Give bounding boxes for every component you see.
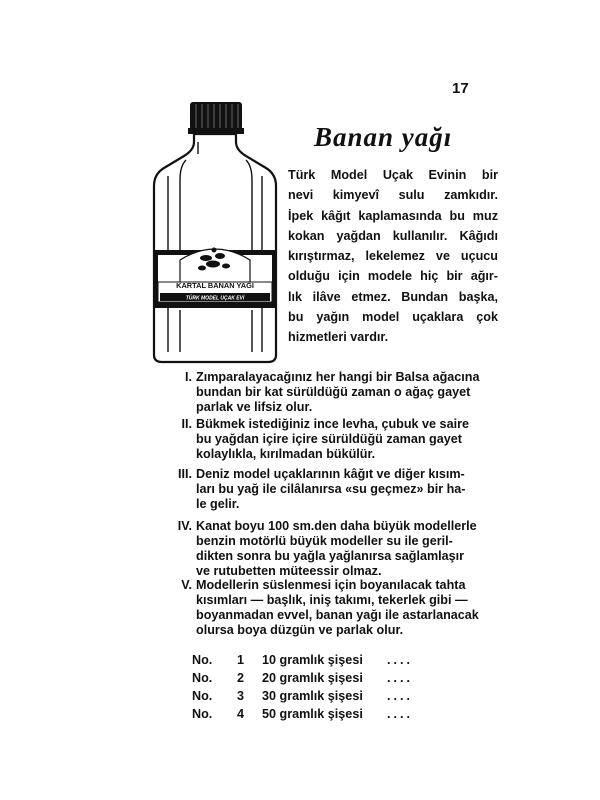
- list-item-number: II.: [181, 417, 192, 431]
- list-item-text: [196, 467, 492, 512]
- size-no-label: No.: [192, 671, 213, 685]
- size-number: 4: [237, 707, 245, 721]
- bottle-illustration: [150, 100, 280, 365]
- size-no-label: No.: [192, 689, 213, 703]
- list-item-number: III.: [178, 467, 192, 481]
- size-number: 1: [237, 653, 245, 667]
- page-number: 17: [452, 80, 469, 97]
- intro-line: olduğu için modele hiç bir ağır-: [288, 269, 498, 284]
- intro-line: nevi kimyevî sulu zamkıdır.: [288, 188, 498, 203]
- list-item-line: kolaylıkla, kırılmadan bükülür.: [196, 447, 376, 461]
- page-title: Banan yağı: [314, 122, 453, 152]
- bottle-label-line1: KARTAL BANAN YAĞI: [176, 281, 254, 290]
- list-item-line: Bükmek istediğiniz ince levha, çubuk ve saire: [196, 417, 469, 431]
- bottle-cap: [190, 102, 242, 130]
- list-item-number: IV.: [177, 519, 192, 533]
- list-item-line: kısımları — başlık, iniş takımı, tekerlek gibi —: [196, 593, 468, 607]
- list-item-line: ve rutubetten müteessir olmaz.: [196, 564, 382, 578]
- intro-line: lık ilâve etmez. Bundan başka,: [288, 289, 498, 304]
- size-leader-dots: ....: [387, 689, 413, 703]
- list-item-number: I.: [185, 370, 192, 384]
- list-item-line: boyanmadan evvel, banan yağı ile astarlanacak: [196, 608, 479, 622]
- list-item-line: Deniz model uçaklarının kâğıt ve diğer kısım-: [196, 467, 465, 481]
- list-item-line: dikten sonra bu yağla yağlanırsa sağlamlaşır: [196, 549, 465, 563]
- intro-line: bu yağın model uçaklara çok: [288, 310, 498, 325]
- list-item-line: Kanat boyu 100 sm.den daha büyük modellerle: [196, 519, 477, 533]
- list-item-text: [196, 519, 492, 579]
- size-no-label: No.: [192, 707, 213, 721]
- list-item-line: bu yağdan içire içire sürüldüğü zaman gayet: [196, 432, 462, 446]
- list-item-line: Zımparalayacağınız her hangi bir Balsa ağacına: [196, 370, 480, 384]
- list-item-text: [196, 370, 492, 415]
- list-item-line: bundan bir kat sürüldüğü zaman o ağaç gayet: [196, 385, 471, 399]
- list-item-line: Modellerin süslenmesi için boyanılacak tahta: [196, 578, 466, 592]
- list-item-number: V.: [181, 578, 192, 592]
- size-leader-dots: ....: [387, 653, 413, 667]
- size-description: 20 gramlık şişesi: [262, 671, 363, 685]
- list-item-line: benzin motörlü büyük modeller su ile geril-: [196, 534, 453, 548]
- list-item-text: [196, 417, 492, 462]
- size-leader-dots: ....: [387, 707, 413, 721]
- bottle-label-line2: TÜRK MODEL UÇAK EVİ: [185, 295, 245, 302]
- intro-line: kırıştırmaz, lekelemez ve uçucu: [288, 249, 498, 264]
- size-number: 2: [237, 671, 245, 685]
- size-description: 50 gramlık şişesi: [262, 707, 363, 721]
- size-no-label: No.: [192, 653, 213, 667]
- size-description: 10 gramlık şişesi: [262, 653, 363, 667]
- list-item-line: parlak ve lifsiz olur.: [196, 400, 313, 414]
- list-item-line: le gelir.: [196, 497, 240, 511]
- size-number: 3: [237, 689, 245, 703]
- list-item-line: olursa boya düzgün ve parlak olur.: [196, 623, 404, 637]
- intro-line: İpek kâğıt kaplamasında bu muz: [288, 208, 498, 223]
- intro-line: Türk Model Uçak Evinin bir: [288, 168, 498, 182]
- size-leader-dots: ....: [387, 671, 413, 685]
- list-item-text: [196, 578, 492, 638]
- intro-line: kokan yağdan kullanılır. Kâğıdı: [288, 228, 498, 243]
- size-description: 30 gramlık şişesi: [262, 689, 363, 703]
- intro-line: hizmetleri vardır.: [288, 330, 389, 345]
- list-item-line: ları bu yağ ile cilâlanırsa «su geçmez» bir ha-: [196, 482, 466, 496]
- intro-paragraph: [288, 165, 498, 348]
